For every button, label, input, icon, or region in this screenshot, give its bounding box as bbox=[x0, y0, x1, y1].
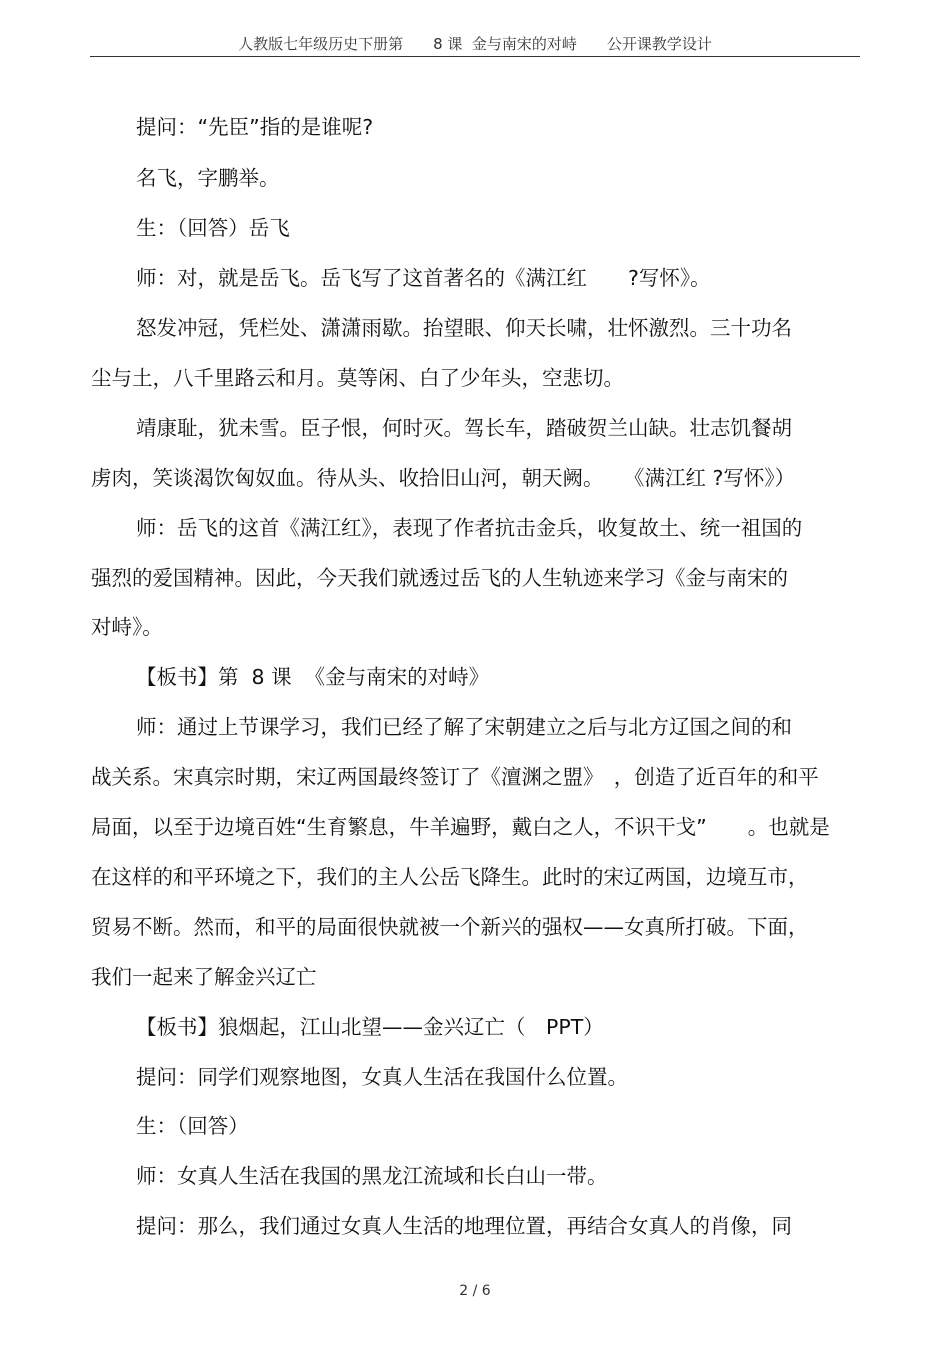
poem-line: 虏肉，笑谈渴饮匈奴血。待从头、收拾旧山河，朝天阙。 《满江红 ?写怀》） bbox=[91, 466, 796, 490]
paragraph-line: 师：岳飞的这首《满江红》，表现了作者抗击金兵，收复故土、统一祖国的 bbox=[136, 516, 803, 540]
paragraph-line: 贸易不断。然而，和平的局面很快就被一个新兴的强权——女真所打破。下面， bbox=[91, 915, 809, 939]
paragraph-line: 师：通过上节课学习，我们已经了解了宋朝建立之后与北方辽国之间的和 bbox=[136, 715, 792, 739]
paragraph-line: 战关系。宋真宗时期，宋辽两国最终签订了《澶渊之盟》 ，创造了近百年的和平 bbox=[91, 765, 819, 789]
paragraph-line: 局面，以至于边境百姓“生育繁息，牛羊遍野，戴白之人，不识干戈” 。也就是 bbox=[91, 815, 830, 839]
paragraph-line: 在这样的和平环境之下，我们的主人公岳飞降生。此时的宋辽两国，边境互市， bbox=[91, 865, 809, 889]
header-rule bbox=[90, 56, 860, 57]
paragraph-line: 提问：“先臣”指的是谁呢? bbox=[136, 115, 374, 139]
poem-line: 尘与土，八千里路云和月。莫等闲、白了少年头，空悲切。 bbox=[91, 366, 624, 390]
paragraph-line: 生：（回答） bbox=[136, 1114, 249, 1138]
paragraph-line: 名飞，字鹏举。 bbox=[136, 166, 280, 190]
paragraph-line: 师：对，就是岳飞。岳飞写了这首著名的《满江红 ?写怀》。 bbox=[136, 266, 711, 290]
page-number: 2 / 6 bbox=[459, 1283, 491, 1299]
paragraph-line: 提问：同学们观察地图，女真人生活在我国什么位置。 bbox=[136, 1065, 628, 1089]
paragraph-line: 我们一起来了解金兴辽亡 bbox=[91, 965, 317, 989]
paragraph-line: 师：女真人生活在我国的黑龙江流域和长白山一带。 bbox=[136, 1164, 608, 1188]
poem-line: 靖康耻，犹未雪。臣子恨，何时灭。驾长车，踏破贺兰山缺。壮志饥餐胡 bbox=[136, 416, 792, 440]
poem-line: 怒发冲冠，凭栏处、潇潇雨歇。抬望眼、仰天长啸，壮怀激烈。三十功名 bbox=[136, 316, 792, 340]
board-heading: 【板书】狼烟起，江山北望——金兴辽亡（ PPT） bbox=[136, 1015, 604, 1039]
paragraph-line: 强烈的爱国精神。因此，今天我们就透过岳飞的人生轨迹来学习《金与南宋的 bbox=[91, 566, 788, 590]
paragraph-line: 对峙》。 bbox=[91, 615, 163, 639]
paragraph-line: 生：（回答）岳飞 bbox=[136, 216, 290, 240]
paragraph-line: 提问：那么，我们通过女真人生活的地理位置，再结合女真人的肖像，同 bbox=[136, 1214, 792, 1238]
page-header: 人教版七年级历史下册第 8 课 金与南宋的对峙 公开课教学设计 bbox=[238, 35, 712, 53]
board-heading: 【板书】第 8 课 《金与南宋的对峙》 bbox=[136, 665, 490, 689]
